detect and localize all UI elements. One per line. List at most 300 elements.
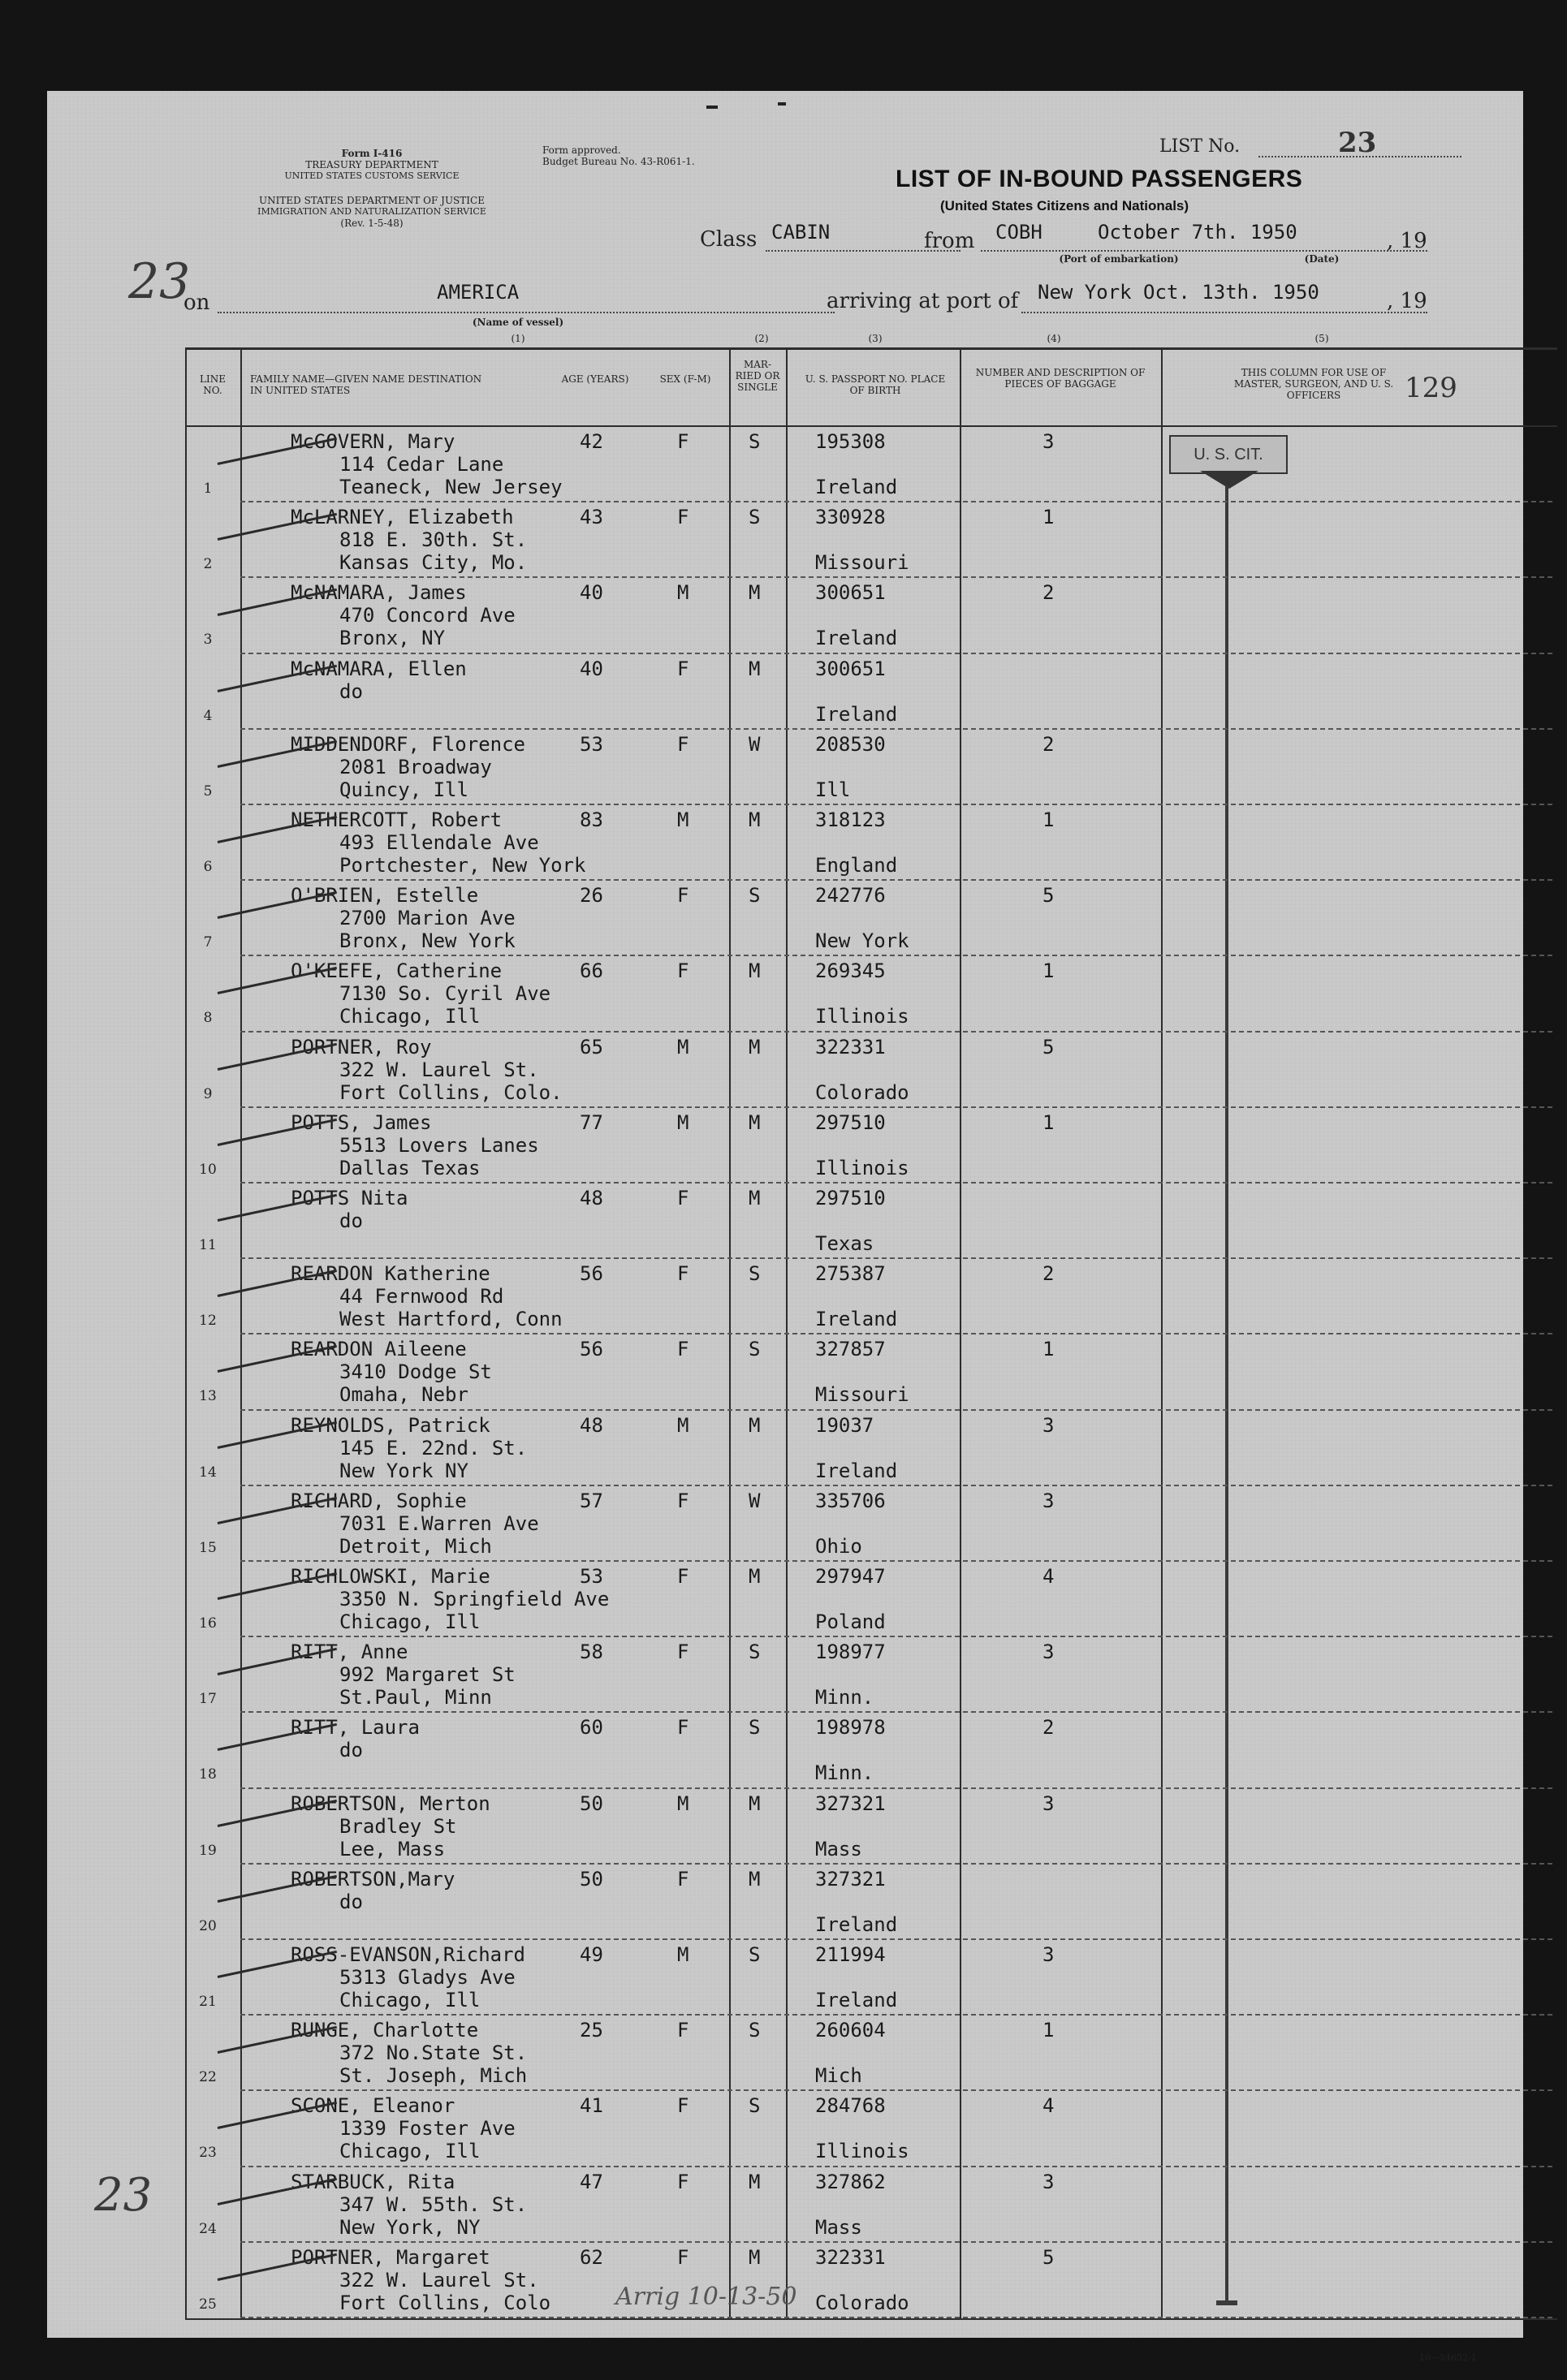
passenger-name: RUNGE, Charlotte	[291, 2019, 479, 2042]
baggage-count: 3	[1043, 1489, 1055, 1512]
header-baggage: NUMBER AND DESCRIPTION OF PIECES OF BAGGAGE	[975, 367, 1146, 390]
passenger-name: STARBUCK, Rita	[291, 2170, 455, 2193]
passport-number: 195308	[815, 430, 886, 453]
passenger-name: REARDON Katherine	[291, 1262, 490, 1286]
row-separator	[240, 804, 1552, 805]
vessel-label: (Name of vessel)	[472, 317, 564, 328]
passenger-name: McLARNEY, Elizabeth	[291, 506, 514, 529]
address-line-1: 992 Margaret St	[339, 1663, 516, 1687]
passenger-name: POTTS, James	[291, 1110, 432, 1134]
age-value: 40	[580, 581, 603, 605]
marital-status: S	[749, 1262, 761, 1286]
age-value: 66	[580, 959, 603, 983]
arriving-value: New York Oct. 13th. 1950	[1038, 281, 1319, 304]
immigration-label: IMMIGRATION AND NATURALIZATION SERVICE	[257, 206, 486, 217]
header-line-no: LINE NO.	[200, 373, 226, 396]
passenger-name: ROBERTSON,Mary	[291, 1867, 455, 1891]
passenger-name: O'BRIEN, Estelle	[291, 884, 479, 908]
baggage-count: 5	[1043, 884, 1055, 908]
marital-status: M	[749, 2170, 761, 2193]
treasury-label: TREASURY DEPARTMENT	[305, 159, 438, 170]
passenger-name: PORTNER, Roy	[291, 1035, 432, 1058]
justice-label: UNITED STATES DEPARTMENT OF JUSTICE	[259, 195, 485, 206]
age-value: 83	[580, 808, 603, 831]
line-number: 17	[199, 1691, 217, 1708]
stamp-text: U. S. CIT.	[1194, 446, 1263, 463]
line-number: 8	[203, 1010, 213, 1027]
baggage-count: 4	[1043, 1565, 1055, 1588]
line-number: 15	[199, 1539, 217, 1556]
col-number-4: (4)	[1047, 333, 1061, 344]
page-subtitle: (United States Citizens and Nationals)	[940, 198, 1189, 213]
sex-value: F	[677, 1489, 689, 1512]
line-number: 1	[203, 481, 213, 497]
address-line-1: 114 Cedar Lane	[339, 453, 504, 476]
passport-number: 330928	[815, 506, 886, 529]
age-value: 56	[580, 1338, 603, 1361]
baggage-count: 1	[1043, 959, 1055, 983]
marital-status: W	[749, 732, 761, 756]
age-value: 40	[580, 657, 603, 680]
row-separator	[240, 2166, 1552, 2167]
ditto-vertical-line	[1225, 485, 1228, 2304]
address-line-1: 818 E. 30th. St.	[339, 528, 528, 552]
address-line-1: 7130 So. Cyril Ave	[339, 982, 551, 1006]
passport-number: 211994	[815, 1943, 886, 1966]
age-value: 41	[580, 2094, 603, 2118]
passport-number: 198977	[815, 1641, 886, 1664]
marital-status: S	[749, 884, 761, 908]
passenger-name: REARDON Aileene	[291, 1338, 467, 1361]
marital-status: S	[749, 1641, 761, 1664]
line-number: 13	[199, 1388, 217, 1405]
place-of-birth: Ill	[815, 778, 851, 801]
sex-value: F	[677, 2019, 689, 2042]
place-of-birth: Missouri	[815, 551, 909, 575]
row-separator	[240, 2089, 1552, 2091]
address-line-2: St. Joseph, Mich	[339, 2064, 528, 2088]
passport-number: 269345	[815, 959, 886, 983]
age-value: 25	[580, 2019, 603, 2042]
class-value: CABIN	[771, 221, 831, 244]
place-of-birth: England	[815, 854, 898, 877]
place-of-birth: Minn.	[815, 1686, 874, 1710]
sex-value: F	[677, 2245, 689, 2269]
sex-value: F	[677, 1565, 689, 1588]
address-line-1: do	[339, 679, 363, 703]
row-separator	[240, 653, 1552, 654]
address-line-2: Portchester, New York	[339, 854, 586, 877]
address-line-1: do	[339, 1890, 363, 1913]
table-bottom-border	[185, 2318, 1557, 2320]
table-left-border	[185, 347, 187, 2320]
passenger-name: O'KEEFE, Catherine	[291, 959, 503, 983]
marital-status: M	[749, 1110, 761, 1134]
rev-label: (Rev. 1-5-48)	[340, 218, 404, 229]
row-separator	[240, 1711, 1552, 1713]
handwritten-number: 23	[94, 2169, 153, 2222]
baggage-count: 3	[1043, 1943, 1055, 1966]
sex-value: F	[677, 2170, 689, 2193]
col-number-2: (2)	[754, 333, 769, 344]
form-id: Form I-416	[341, 148, 403, 159]
address-line-1: 1339 Foster Ave	[339, 2117, 516, 2141]
passport-number: 297510	[815, 1110, 886, 1134]
marital-status: W	[749, 1489, 761, 1512]
address-line-2: Dallas Texas	[339, 1156, 481, 1179]
passport-number: 327857	[815, 1338, 886, 1361]
age-value: 50	[580, 1791, 603, 1815]
age-value: 65	[580, 1035, 603, 1058]
row-separator	[240, 1182, 1552, 1184]
place-of-birth: Ireland	[815, 476, 898, 498]
customs-label: UNITED STATES CUSTOMS SERVICE	[284, 170, 460, 181]
age-value: 58	[580, 1641, 603, 1664]
line-number: 22	[199, 2069, 217, 2086]
arriving-label: arriving at port of	[827, 289, 1019, 313]
line-number: 7	[203, 934, 213, 951]
row-separator	[240, 955, 1552, 956]
approved-label: Form approved.	[542, 144, 621, 156]
address-line-2: Teaneck, New Jersey	[339, 476, 563, 498]
line-number: 18	[199, 1766, 217, 1783]
address-line-2: Chicago, Ill	[339, 2140, 481, 2163]
place-of-birth: New York	[815, 929, 909, 953]
passport-number: 327321	[815, 1791, 886, 1815]
line-number: 14	[199, 1464, 217, 1481]
sex-value: M	[677, 1110, 689, 1134]
sex-value: M	[677, 808, 689, 831]
table-top-border	[185, 347, 1557, 350]
place-of-birth: Colorado	[815, 2291, 909, 2314]
row-separator	[240, 576, 1552, 578]
row-separator	[240, 1863, 1552, 1865]
age-value: 57	[580, 1489, 603, 1512]
address-line-1: do	[339, 1209, 363, 1232]
list-no-value: 23	[1338, 127, 1377, 159]
place-of-birth: Ireland	[815, 627, 898, 650]
sex-value: M	[677, 1413, 689, 1437]
row-separator	[240, 2014, 1552, 2016]
passenger-name: ROSS-EVANSON,Richard	[291, 1943, 525, 1966]
address-line-1: 322 W. Laurel St.	[339, 2268, 539, 2292]
row-separator	[240, 1333, 1552, 1334]
place-of-birth: Ireland	[815, 702, 898, 726]
handwritten-number: 23	[128, 253, 191, 310]
header-married: MAR- RIED OR SINGLE	[735, 359, 780, 393]
age-value: 47	[580, 2170, 603, 2193]
marital-status: M	[749, 959, 761, 983]
baggage-count: 1	[1043, 506, 1055, 529]
address-line-1: 44 Fernwood Rd	[339, 1285, 504, 1309]
address-line-2: Detroit, Mich	[339, 1534, 492, 1558]
passenger-name: RITT, Anne	[291, 1641, 408, 1664]
list-no-label: LIST No.	[1159, 136, 1241, 157]
address-line-1: 2081 Broadway	[339, 755, 492, 778]
address-line-1: Bradley St	[339, 1814, 457, 1838]
place-of-birth: Texas	[815, 1232, 874, 1255]
port-embark-label: (Port of embarkation)	[1059, 253, 1179, 265]
passport-number: 297947	[815, 1565, 886, 1588]
marital-status: S	[749, 506, 761, 529]
line-number: 19	[199, 1842, 217, 1859]
year-suffix-2: , 19	[1387, 289, 1427, 313]
address-line-2: Fort Collins, Colo.	[339, 1080, 563, 1104]
address-line-1: 493 Ellendale Ave	[339, 831, 539, 854]
passport-number: 318123	[815, 808, 886, 831]
marital-status: S	[749, 2019, 761, 2042]
line-number: 10	[199, 1161, 217, 1178]
passenger-name: SCONE, Eleanor	[291, 2094, 455, 2118]
baggage-count: 3	[1043, 1791, 1055, 1815]
baggage-count: 1	[1043, 1110, 1055, 1134]
address-line-2: Quincy, Ill	[339, 778, 468, 801]
document-sheet	[47, 91, 1523, 2363]
passport-number: 284768	[815, 2094, 886, 2118]
address-line-2: Bronx, NY	[339, 627, 446, 650]
sex-value: M	[677, 1791, 689, 1815]
marital-status: M	[749, 1035, 761, 1058]
sex-value: F	[677, 1262, 689, 1286]
from-label: from	[924, 229, 975, 253]
passport-number: 335706	[815, 1489, 886, 1512]
sex-value: F	[677, 657, 689, 680]
marital-status: S	[749, 1338, 761, 1361]
baggage-count: 5	[1043, 1035, 1055, 1058]
footer-code: 16—54652-1	[1419, 2352, 1477, 2363]
line-number: 25	[199, 2296, 217, 2313]
address-line-2: Chicago, Ill	[339, 1610, 481, 1633]
marital-status: M	[749, 2245, 761, 2269]
passport-number: 322331	[815, 2245, 886, 2269]
passport-number: 208530	[815, 732, 886, 756]
marital-status: M	[749, 581, 761, 605]
address-line-1: 372 No.State St.	[339, 2042, 528, 2065]
marital-status: S	[749, 1943, 761, 1966]
baggage-count: 1	[1043, 1338, 1055, 1361]
place-of-birth: Mass	[815, 2215, 862, 2239]
age-value: 62	[580, 2245, 603, 2269]
passenger-name: RICHLOWSKI, Marie	[291, 1565, 490, 1588]
place-of-birth: Colorado	[815, 1080, 909, 1104]
address-line-2: Fort Collins, Colo	[339, 2291, 551, 2314]
line-number: 16	[199, 1615, 217, 1632]
line-number: 5	[203, 783, 213, 800]
header-bottom-border	[185, 425, 1557, 427]
row-separator	[240, 1031, 1552, 1033]
place-of-birth: Mass	[815, 1837, 862, 1860]
officer-signature: Arrig 10-13-50	[615, 2283, 797, 2311]
passenger-name: McNAMARA, Ellen	[291, 657, 467, 680]
sex-value: F	[677, 1641, 689, 1664]
passport-number: 19037	[815, 1413, 874, 1437]
arriving-line	[1021, 312, 1427, 313]
date-value: October 7th. 1950	[1098, 221, 1297, 244]
class-label: Class	[700, 227, 758, 252]
from-value: COBH	[995, 221, 1043, 244]
row-separator	[240, 1636, 1552, 1637]
line-number: 9	[203, 1085, 213, 1102]
line-number: 4	[203, 707, 213, 724]
address-line-2: New York NY	[339, 1459, 468, 1482]
line-number: 2	[203, 556, 213, 573]
header-age: AGE (YEARS)	[561, 373, 629, 385]
baggage-count: 2	[1043, 1716, 1055, 1740]
col-number-3: (3)	[868, 333, 883, 344]
sex-value: F	[677, 1187, 689, 1209]
address-line-2: Lee, Mass	[339, 1837, 446, 1860]
row-separator	[240, 1257, 1552, 1259]
passport-number: 327862	[815, 2170, 886, 2193]
row-separator	[240, 501, 1552, 502]
age-value: 42	[580, 430, 603, 453]
row-separator	[240, 1938, 1552, 1940]
passenger-name: PORTNER, Margaret	[291, 2245, 490, 2269]
tick-mark	[706, 106, 718, 109]
address-line-2: West Hartford, Conn	[339, 1308, 563, 1331]
on-label: on	[183, 291, 210, 315]
place-of-birth: Illinois	[815, 1156, 909, 1179]
age-value: 77	[580, 1110, 603, 1134]
ditto-line-end	[1216, 2300, 1237, 2305]
page-number: 129	[1405, 372, 1457, 404]
row-separator	[240, 728, 1552, 730]
baggage-count: 2	[1043, 581, 1055, 605]
baggage-count: 1	[1043, 2019, 1055, 2042]
passport-number: 198978	[815, 1716, 886, 1740]
address-line-1: 5313 Gladys Ave	[339, 1966, 516, 1989]
sex-value: M	[677, 581, 689, 605]
place-of-birth: Ireland	[815, 1989, 898, 2011]
age-value: 26	[580, 884, 603, 908]
address-line-2: Chicago, Ill	[339, 1989, 481, 2011]
sex-value: F	[677, 430, 689, 453]
age-value: 53	[580, 1565, 603, 1588]
address-line-1: 322 W. Laurel St.	[339, 1058, 539, 1081]
place-of-birth: Mich	[815, 2064, 862, 2088]
passenger-name: McGOVERN, Mary	[291, 430, 455, 453]
baggage-count: 4	[1043, 2094, 1055, 2118]
sex-value: M	[677, 1943, 689, 1966]
place-of-birth: Poland	[815, 1610, 886, 1633]
row-separator	[240, 1787, 1552, 1789]
sex-value: F	[677, 1867, 689, 1891]
page-title: LIST OF IN-BOUND PASSENGERS	[896, 166, 1303, 192]
date-label: (Date)	[1304, 253, 1340, 265]
line-number: 11	[199, 1237, 217, 1253]
line-number: 6	[203, 859, 213, 875]
passenger-name: NETHERCOTT, Robert	[291, 808, 503, 831]
sex-value: F	[677, 884, 689, 908]
address-line-1: do	[339, 1739, 363, 1762]
marital-status: M	[749, 1791, 761, 1815]
passenger-name: McNAMARA, James	[291, 581, 467, 605]
passport-number: 327321	[815, 1867, 886, 1891]
row-separator	[240, 1560, 1552, 1562]
address-line-2: Kansas City, Mo.	[339, 551, 528, 575]
header-name: FAMILY NAME—GIVEN NAME DESTINATION IN UNITED STATES	[250, 373, 482, 396]
passenger-name: MIDDENDORF, Florence	[291, 732, 525, 756]
place-of-birth: Ireland	[815, 1912, 898, 1936]
marital-status: M	[749, 808, 761, 831]
header-passport: U. S. PASSPORT NO. PLACE OF BIRTH	[805, 373, 946, 396]
citizen-stamp	[1169, 435, 1288, 474]
sex-value: F	[677, 506, 689, 529]
sex-value: F	[677, 732, 689, 756]
baggage-count: 5	[1043, 2245, 1055, 2269]
age-value: 48	[580, 1187, 603, 1209]
vessel-line	[218, 312, 835, 313]
address-line-2: New York, NY	[339, 2215, 481, 2239]
sex-value: F	[677, 2094, 689, 2118]
baggage-count: 2	[1043, 732, 1055, 756]
passport-number: 260604	[815, 2019, 886, 2042]
address-line-1: 347 W. 55th. St.	[339, 2192, 528, 2216]
age-value: 53	[580, 732, 603, 756]
age-value: 48	[580, 1413, 603, 1437]
address-line-1: 3350 N. Springfield Ave	[339, 1588, 610, 1610]
row-separator	[240, 1485, 1552, 1486]
marital-status: M	[749, 1413, 761, 1437]
marital-status: M	[749, 657, 761, 680]
tick-mark	[778, 102, 786, 106]
from-line	[981, 250, 1427, 252]
passport-number: 242776	[815, 884, 886, 908]
vessel-value: AMERICA	[437, 281, 520, 304]
baggage-count: 1	[1043, 808, 1055, 831]
address-line-2: Bronx, New York	[339, 929, 516, 953]
marital-status: S	[749, 2094, 761, 2118]
age-value: 49	[580, 1943, 603, 1966]
baggage-count: 3	[1043, 2170, 1055, 2193]
place-of-birth: Missouri	[815, 1383, 909, 1407]
sex-value: F	[677, 1338, 689, 1361]
passenger-name: ROBERTSON, Merton	[291, 1791, 490, 1815]
header-sex: SEX (F-M)	[659, 373, 711, 385]
place-of-birth: Ohio	[815, 1534, 862, 1558]
passport-number: 297510	[815, 1187, 886, 1209]
address-line-1: 5513 Lovers Lanes	[339, 1133, 539, 1157]
row-separator	[240, 1409, 1552, 1411]
sex-value: M	[677, 1035, 689, 1058]
passenger-name: POTTS Nita	[291, 1187, 408, 1209]
passenger-name: REYNOLDS, Patrick	[291, 1413, 490, 1437]
baggage-count: 3	[1043, 1413, 1055, 1437]
header-officers: THIS COLUMN FOR USE OF MASTER, SURGEON, AND U. S. OFFICERS	[1233, 367, 1394, 401]
stamp-pointer	[1200, 471, 1258, 489]
place-of-birth: Illinois	[815, 2140, 909, 2163]
place-of-birth: Minn.	[815, 1761, 874, 1785]
address-line-2: Omaha, Nebr	[339, 1383, 468, 1407]
passport-number: 300651	[815, 657, 886, 680]
age-value: 60	[580, 1716, 603, 1740]
year-suffix: , 19	[1387, 229, 1427, 253]
marital-status: M	[749, 1187, 761, 1209]
address-line-1: 3410 Dodge St	[339, 1360, 492, 1384]
row-separator	[240, 879, 1552, 881]
address-line-2: St.Paul, Minn	[339, 1686, 492, 1710]
row-separator	[240, 1106, 1552, 1108]
line-number: 23	[199, 2145, 217, 2162]
passport-number: 322331	[815, 1035, 886, 1058]
age-value: 43	[580, 506, 603, 529]
col-number-5: (5)	[1314, 333, 1329, 344]
passenger-name: RICHARD, Sophie	[291, 1489, 467, 1512]
place-of-birth: Ireland	[815, 1459, 898, 1482]
baggage-count: 3	[1043, 1641, 1055, 1664]
address-line-1: 145 E. 22nd. St.	[339, 1436, 528, 1459]
passport-number: 300651	[815, 581, 886, 605]
